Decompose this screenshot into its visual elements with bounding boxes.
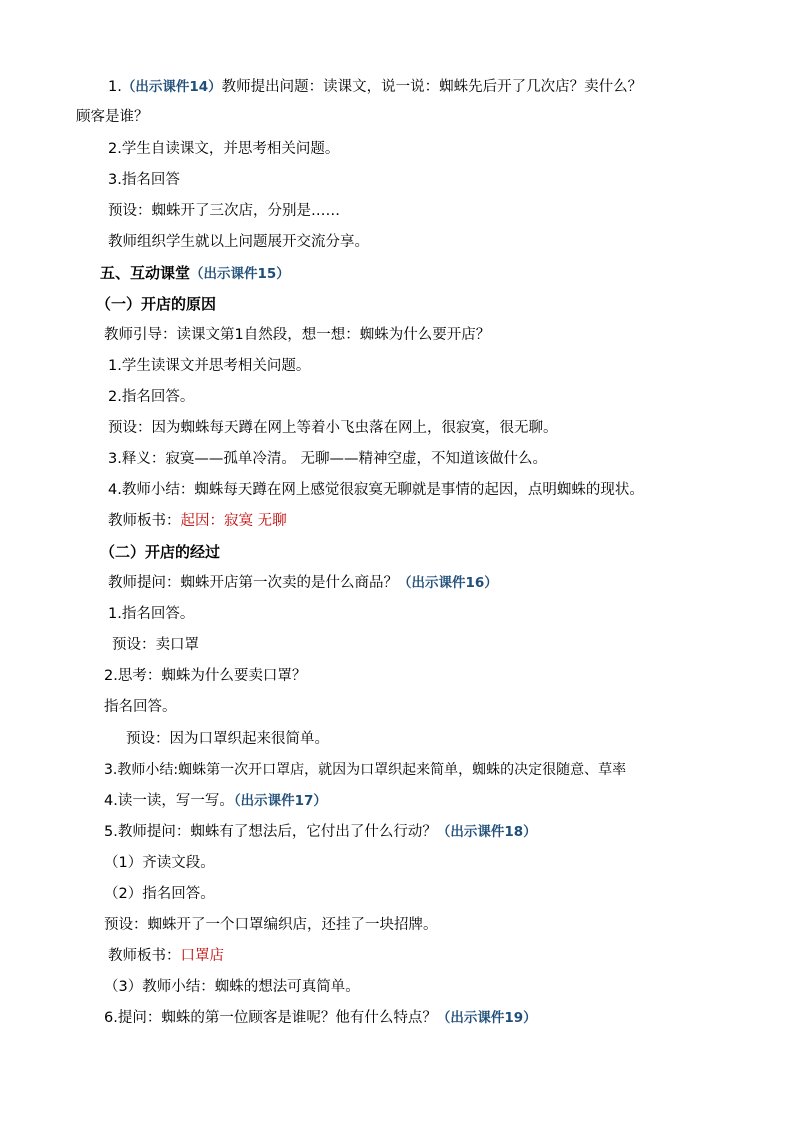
line-text: 5.教师提问：蜘蛛有了想法后，它付出了什么行动？ (104, 824, 437, 840)
paragraph-line (104, 884, 215, 904)
courseware-cue: （出示课件15） (190, 266, 290, 282)
line-text-rest: 教师提出问题：读课文，说一说：蜘蛛先后开了几次店？卖什么？ (221, 79, 643, 95)
line-text: 4.教师小结：蜘蛛每天蹲在网上感觉很寂寞无聊就是事情的起因，点明蜘蛛的现状。 (108, 482, 644, 498)
line-text: 2.学生自读课文，并思考相关问题。 (108, 141, 340, 157)
board-writing-line (108, 511, 287, 531)
paragraph-line (104, 853, 215, 873)
paragraph-line (112, 635, 199, 655)
paragraph-line (104, 760, 626, 780)
paragraph-line (108, 604, 194, 624)
line-text: 顾客是谁？ (76, 109, 149, 125)
line-text: 2.思考：蜘蛛为什么要卖口罩？ (104, 668, 307, 684)
line-text: 2.指名回答。 (108, 389, 195, 405)
paragraph-line (108, 139, 339, 159)
paragraph-line (108, 418, 558, 438)
board-writing-text: 口罩店 (180, 948, 224, 964)
line-text: 3.释义：寂寞——孤单冷清。 无聊——精神空虚，不知道该做什么。 (108, 451, 547, 467)
paragraph-line (104, 977, 360, 997)
courseware-cue: （出示课件14） (121, 79, 222, 95)
line-text: 教师引导：读课文第1自然段，想一想：蜘蛛为什么要开店？ (104, 327, 491, 343)
line-text: 4.读一读，写一写。 (104, 793, 234, 809)
line-text: 指名回答。 (104, 699, 177, 715)
heading-text: （一）开店的原因 (96, 295, 217, 313)
paragraph-line (104, 791, 327, 811)
paragraph-line (104, 915, 438, 935)
paragraph-line (104, 1008, 537, 1028)
courseware-cue: （出示课件19） (436, 1010, 537, 1026)
heading-text: （二）开店的经过 (100, 543, 221, 561)
line-text: 预设：卖口罩 (112, 637, 199, 653)
paragraph-line (108, 573, 498, 593)
line-text: 3.指名回答 (108, 172, 180, 188)
line-text: 1.指名回答。 (108, 606, 195, 622)
paragraph-line (108, 449, 547, 469)
paragraph-line (108, 356, 310, 376)
paragraph-line (108, 170, 180, 190)
board-writing-line (108, 946, 224, 966)
line-text: 预设：蜘蛛开了三次店，分别是…… (108, 203, 340, 219)
paragraph-line (108, 387, 194, 407)
paragraph-line (104, 697, 177, 717)
paragraph-line (76, 107, 149, 127)
board-writing-text: 起因：寂寞 无聊 (180, 513, 287, 529)
line-text: 1. (108, 79, 122, 95)
subsection-heading (96, 294, 216, 314)
paragraph-line (108, 232, 369, 252)
paragraph-line (108, 77, 642, 97)
courseware-cue: （出示课件16） (398, 575, 498, 591)
paragraph-line (108, 480, 644, 500)
subsection-heading (100, 542, 220, 562)
line-text: 预设：因为口罩织起来很简单。 (126, 731, 329, 747)
line-text: 教师提问：蜘蛛开店第一次卖的是什么商品？ (108, 575, 398, 591)
section-heading (100, 263, 290, 283)
line-text: 教师板书： (108, 513, 181, 529)
line-text: 3.教师小结:蜘蛛第一次开口罩店，就因为口罩织起来简单，蜘蛛的决定很随意、草率 (104, 762, 627, 778)
paragraph-line (104, 666, 306, 686)
heading-text: 五、互动课堂 (100, 264, 191, 282)
line-text: 教师板书： (108, 948, 181, 964)
paragraph-line (104, 325, 490, 345)
line-text: 预设：因为蜘蛛每天蹲在网上等着小飞虫落在网上，很寂寞，很无聊。 (108, 420, 558, 436)
courseware-cue: （出示课件18） (436, 824, 537, 840)
line-text: 教师组织学生就以上问题展开交流分享。 (108, 234, 369, 250)
paragraph-line (108, 201, 340, 221)
courseware-cue: （出示课件17） (233, 793, 327, 809)
paragraph-line (126, 729, 329, 749)
line-text: 6.提问：蜘蛛的第一位顾客是谁呢？他有什么特点？ (104, 1010, 437, 1026)
line-text: （2）指名回答。 (104, 886, 215, 902)
paragraph-line (104, 822, 537, 842)
line-text: 预设：蜘蛛开了一个口罩编织店，还挂了一块招牌。 (104, 917, 438, 933)
line-text: 1.学生读课文并思考相关问题。 (108, 358, 311, 374)
line-text: （1）齐读文段。 (104, 855, 215, 871)
line-text: （3）教师小结：蜘蛛的想法可真简单。 (104, 979, 360, 995)
